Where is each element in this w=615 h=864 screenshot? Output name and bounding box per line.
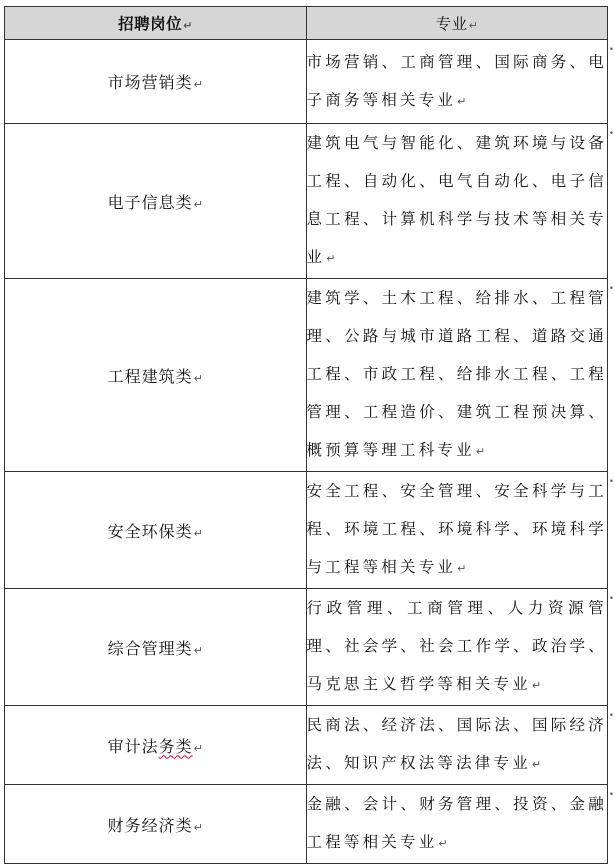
table-row (5, 589, 608, 706)
table-row (5, 279, 608, 472)
header-major-cell (306, 7, 608, 40)
return-mark-icon: ↵ (193, 741, 203, 755)
position-cell (5, 472, 307, 589)
major-cell (306, 279, 614, 472)
table-row (5, 706, 608, 785)
header-major-label: 专业 (435, 15, 468, 33)
edge-marker-icon: • (608, 45, 614, 55)
major-text: 民商法、经济法、国际法、国际经济法、知识产权法等法律专业 (306, 716, 607, 772)
major-text: 建筑电气与智能化、建筑环境与设备工程、自动化、电气自动化、电子信息工程、计算机科学与技术等相关专业 (306, 134, 607, 266)
major-text: 市场营销、工商管理、国际商务、电子商务等相关专业 (306, 52, 607, 109)
table-header-row (5, 7, 608, 40)
major-cell (306, 124, 614, 279)
header-position-label: 招聘岗位 (118, 15, 183, 33)
major-text: 建筑学、土木工程、给排水、工程管理、公路与城市道路工程、道路交通工程、市政工程、给排水工程、工程管理、工程造价、建筑工程预决算、概预算等理工科专业 (306, 289, 607, 459)
position-name: 电子信息类 (107, 192, 193, 212)
return-mark-icon: ↵ (457, 94, 467, 108)
return-mark-icon: ↵ (193, 78, 203, 91)
recruitment-table-container (4, 6, 614, 864)
return-mark-icon: ↵ (193, 643, 203, 657)
position-name: 市场营销类 (107, 73, 193, 92)
major-text: 行政管理、工商管理、人力资源管理、社会学、社会工作学、政治学、马克思主义哲学等相关专业 (306, 599, 607, 693)
major-text: 安全工程、安全管理、安全科学与工程、环境工程、环境科学、环境科学与工程等相关专业 (306, 482, 607, 576)
table-row (5, 124, 608, 279)
return-mark-icon: ↵ (326, 252, 336, 265)
major-cell (306, 40, 614, 124)
return-mark-icon: ↵ (531, 679, 542, 692)
major-cell (306, 472, 614, 589)
return-mark-icon: ↵ (531, 758, 542, 771)
return-mark-icon: ↵ (468, 19, 478, 32)
position-cell (5, 589, 307, 706)
edge-marker-icon: • (608, 790, 614, 800)
position-name: 工程建筑类 (107, 366, 193, 386)
major-cell (306, 589, 614, 706)
return-mark-icon: ↵ (475, 445, 486, 458)
edge-marker-icon: • (608, 594, 614, 604)
position-cell (5, 124, 307, 279)
return-mark-icon: ↵ (193, 526, 203, 540)
table-row (5, 472, 608, 589)
edge-marker-icon: • (608, 477, 614, 487)
position-cell (5, 706, 307, 785)
table-row (5, 40, 608, 124)
position-name: 财务经济类 (107, 815, 193, 835)
position-name: 综合管理类 (107, 638, 193, 658)
major-cell (306, 785, 614, 864)
return-mark-icon: ↵ (193, 371, 203, 385)
position-name-flagged: 务类 (158, 736, 193, 756)
return-mark-icon: ↵ (457, 562, 467, 575)
position-cell (5, 40, 307, 124)
recruitment-table (4, 6, 614, 864)
position-cell (5, 279, 307, 472)
edge-marker-icon: • (608, 129, 614, 139)
position-name-prefix: 审计法 (107, 736, 159, 756)
return-mark-icon: ↵ (193, 197, 203, 211)
header-position-cell (5, 7, 307, 40)
return-mark-icon: ↵ (193, 820, 203, 834)
edge-marker-icon: • (608, 284, 614, 294)
position-name: 安全环保类 (107, 521, 193, 541)
major-text: 金融、会计、财务管理、投资、金融工程等相关专业 (306, 795, 607, 851)
table-row (5, 785, 608, 864)
major-cell (306, 706, 614, 785)
return-mark-icon: ↵ (183, 19, 193, 32)
return-mark-icon: ↵ (438, 837, 448, 850)
position-cell (5, 785, 307, 864)
edge-marker-icon: • (608, 711, 614, 721)
